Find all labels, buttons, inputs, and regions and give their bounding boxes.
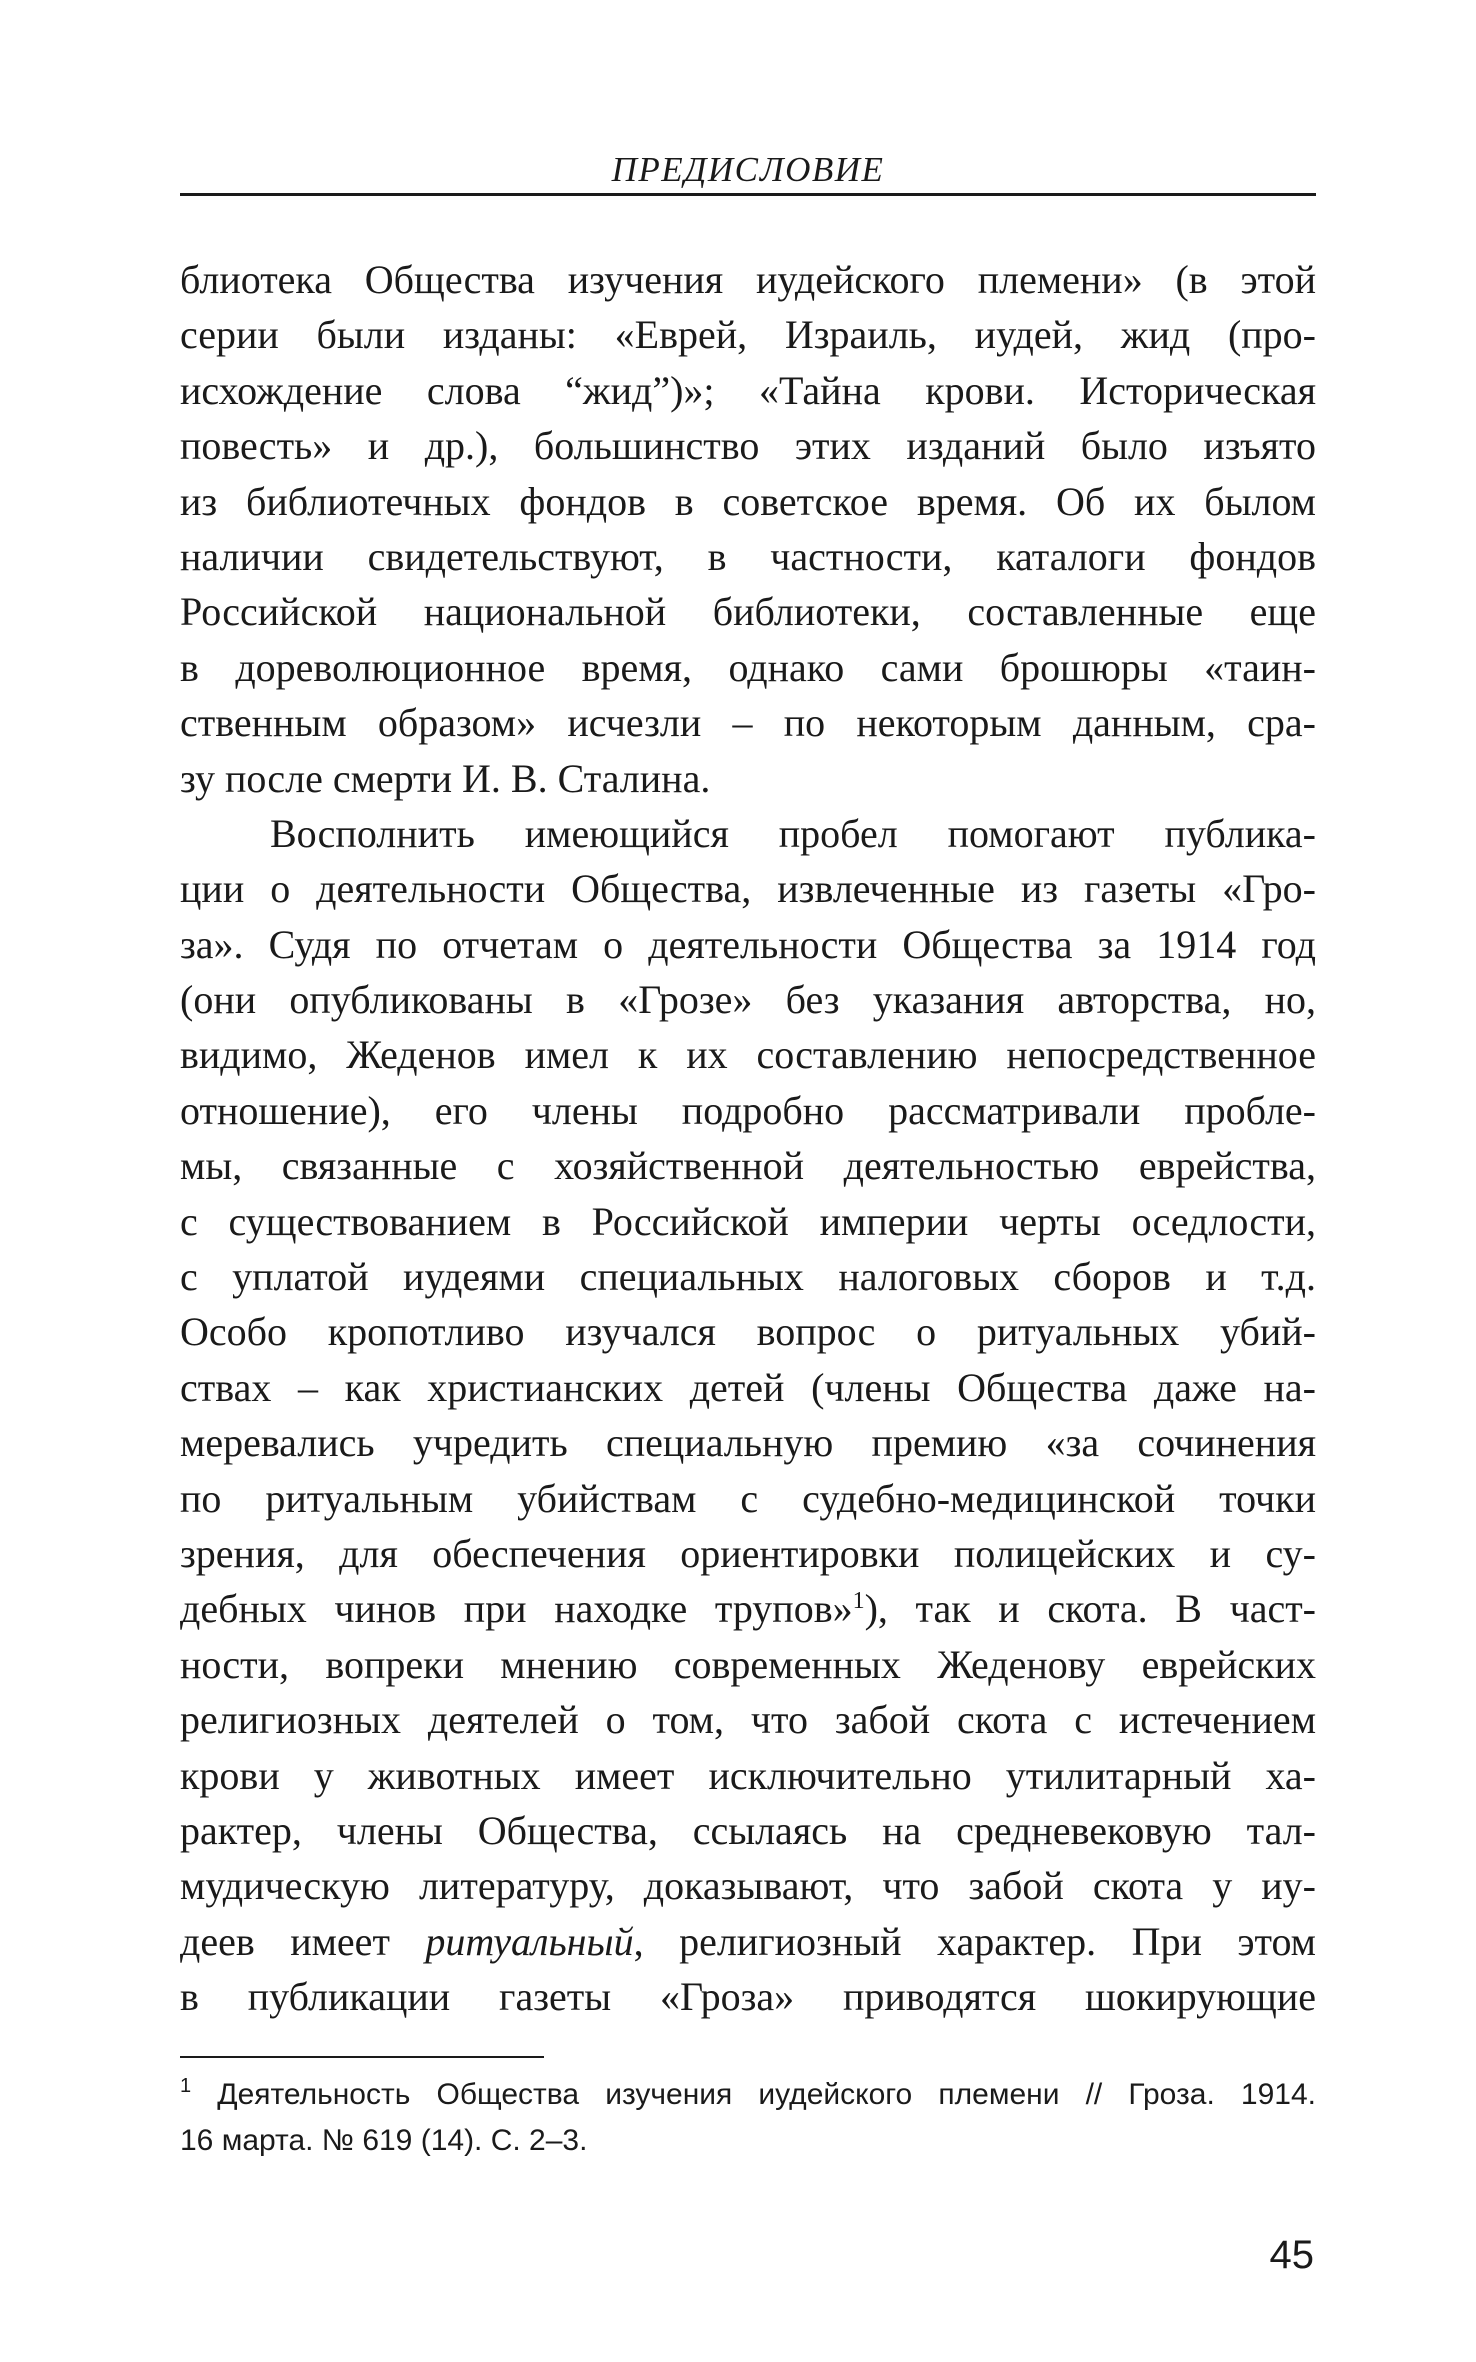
text-line: в дореволюционное время, однако сами брошюры «таин- bbox=[180, 644, 1316, 690]
text-line: Восполнить имеющийся пробел помогают публика- bbox=[270, 810, 1316, 856]
italic-word: ритуальный bbox=[425, 1918, 634, 1964]
text-line: по ритуальным убийствам с судебно-медицинской точки bbox=[180, 1475, 1316, 1521]
footnote-line: 16 марта. № 619 (14). С. 2–3. bbox=[180, 2124, 588, 2157]
text-line: видимо, Жеденов имел к их составлению непосредственное bbox=[180, 1032, 1316, 1078]
text-line: ственным образом» исчезли – по некоторым данным, сра- bbox=[180, 700, 1316, 746]
text-line: ции о деятельности Общества, извлеченные из газеты «Гро- bbox=[180, 866, 1316, 912]
text-line: зу после смерти И. В. Сталина. bbox=[180, 755, 711, 801]
text-line: Особо кропотливо изучался вопрос о ритуальных убий- bbox=[180, 1309, 1316, 1355]
text-line-with-footnote-ref bbox=[180, 1581, 1316, 1636]
footnote-reference[interactable]: 1 bbox=[852, 1588, 865, 1615]
text-line: (они опубликованы в «Грозе» без указания авторства, но, bbox=[180, 977, 1316, 1023]
text-line: отношение), его члены подробно рассматривали пробле- bbox=[180, 1087, 1316, 1133]
text-line: крови у животных имеет исключительно утилитарный ха- bbox=[180, 1752, 1316, 1798]
body-text bbox=[180, 252, 1316, 2025]
text-line: в публикации газеты «Гроза» приводятся шокирующие bbox=[180, 1974, 1316, 2020]
footnote-number: 1 bbox=[180, 2075, 192, 2097]
text-line: зрения, для обеспечения ориентировки полицейских и су- bbox=[180, 1530, 1316, 1576]
header-rule bbox=[180, 193, 1316, 196]
text-line: ствах – как христианских детей (члены Общества даже на- bbox=[180, 1364, 1316, 1410]
text-line: религиозных деятелей о том, что забой скота с истечением bbox=[180, 1697, 1316, 1743]
text-line: за». Судя по отчетам о деятельности Общества за 1914 год bbox=[180, 921, 1316, 967]
text-line: повесть» и др.), большинство этих изданий было изъято bbox=[180, 423, 1316, 469]
text-segment: деев имеет bbox=[180, 1918, 426, 1964]
running-head: ПРЕДИСЛОВИЕ bbox=[611, 150, 885, 189]
page-number: 45 bbox=[1269, 2233, 1314, 2277]
text-segment: дебных чинов при находке трупов» bbox=[180, 1586, 853, 1632]
text-line: мы, связанные с хозяйственной деятельностью еврейства, bbox=[180, 1143, 1316, 1189]
text-line: Российской национальной библиотеки, составленные еще bbox=[180, 589, 1316, 635]
text-line: блиотека Общества изучения иудейского племени» (в этой bbox=[180, 257, 1316, 302]
text-line: с уплатой иудеями специальных налоговых сборов и т.д. bbox=[180, 1254, 1316, 1300]
text-line: ности, вопреки мнению современных Жеденову еврейских bbox=[180, 1641, 1316, 1687]
text-line: мудическую литературу, доказывают, что забой скота у иу- bbox=[180, 1863, 1316, 1909]
text-line: меревались учредить специальную премию «за сочинения bbox=[180, 1420, 1316, 1466]
footnote-text: Деятельность Общества изучения иудейского племени // Гроза. 1914. bbox=[191, 2078, 1316, 2111]
text-line: исхождение слова “жид”)»; «Тайна крови. Историческая bbox=[180, 367, 1316, 413]
text-line: из библиотечных фондов в советское время. Об их былом bbox=[180, 478, 1316, 524]
text-segment: , религиозный характер. При этом bbox=[633, 1918, 1316, 1964]
text-line: наличии свидетельствуют, в частности, каталоги фондов bbox=[180, 533, 1316, 579]
footnote-line bbox=[180, 2072, 1316, 2118]
footnote bbox=[180, 2072, 1316, 2164]
text-line-with-italic bbox=[180, 1914, 1316, 1969]
footnote-rule bbox=[180, 2056, 544, 2058]
text-segment: ), так и скота. В част- bbox=[864, 1586, 1316, 1632]
text-line: рактер, члены Общества, ссылаясь на средневековую тал- bbox=[180, 1807, 1316, 1853]
text-line: с существованием в Российской империи черты оседлости, bbox=[180, 1198, 1316, 1244]
text-line: серии были изданы: «Еврей, Израиль, иудей, жид (про- bbox=[180, 312, 1316, 358]
